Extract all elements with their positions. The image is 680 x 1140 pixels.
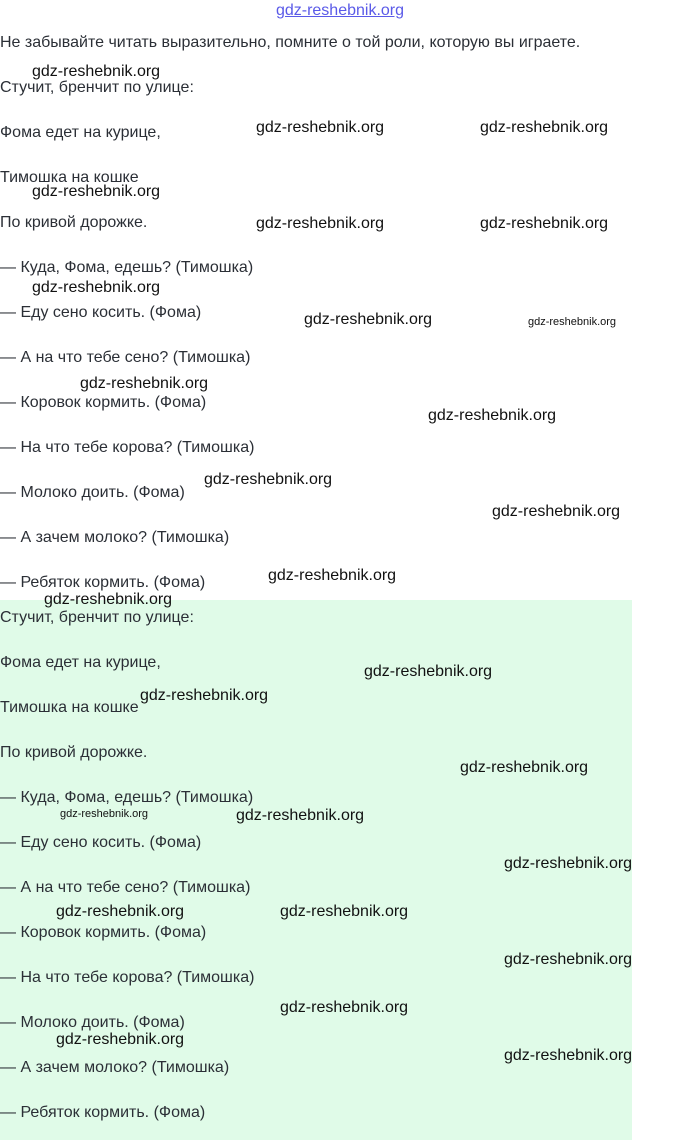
poem-line: — Ребяток кормить. (Фома) <box>0 1104 206 1121</box>
watermark: gdz-reshebnik.org <box>80 375 209 392</box>
poem-line: Фома едет на курице, <box>0 124 161 141</box>
poem-line: Стучит, бренчит по улице: <box>0 609 194 626</box>
watermark: gdz-reshebnik.org <box>256 215 385 232</box>
poem-line: — А на что тебе сено? (Тимошка) <box>0 349 251 366</box>
watermark: gdz-reshebnik.org <box>504 855 633 872</box>
poem-line: По кривой дорожке. <box>0 744 148 761</box>
poem-line: — Еду сено косить. (Фома) <box>0 304 202 321</box>
watermark: gdz-reshebnik.org <box>236 807 365 824</box>
poem-line: — Коровок кормить. (Фома) <box>0 394 207 411</box>
watermark: gdz-reshebnik.org <box>492 503 621 520</box>
watermark: gdz-reshebnik.org <box>504 1047 633 1064</box>
poem-line: — Куда, Фома, едешь? (Тимошка) <box>0 259 254 276</box>
watermark: gdz-reshebnik.org <box>32 63 161 80</box>
watermark: gdz-reshebnik.org <box>304 311 433 328</box>
watermark: gdz-reshebnik.org <box>480 119 609 136</box>
watermark: gdz-reshebnik.org <box>32 279 161 296</box>
watermark: gdz-reshebnik.org <box>44 591 173 608</box>
watermark: gdz-reshebnik.org <box>256 119 385 136</box>
poem-line: Фома едет на курице, <box>0 654 161 671</box>
poem-line: Тимошка на кошке <box>0 169 139 186</box>
poem-line: — Молоко доить. (Фома) <box>0 484 185 501</box>
poem-line: — На что тебе корова? (Тимошка) <box>0 969 255 986</box>
poem-line: — Еду сено косить. (Фома) <box>0 834 202 851</box>
poem-line: По кривой дорожке. <box>0 214 148 231</box>
watermark: gdz-reshebnik.org <box>280 903 409 920</box>
watermark: gdz-reshebnik.org <box>268 567 397 584</box>
poem-line: — Молоко доить. (Фома) <box>0 1014 185 1031</box>
watermark: gdz-reshebnik.org <box>480 215 609 232</box>
poem-line: — Куда, Фома, едешь? (Тимошка) <box>0 789 254 806</box>
watermark: gdz-reshebnik.org <box>428 407 557 424</box>
watermark: gdz-reshebnik.org <box>56 903 185 920</box>
watermark: gdz-reshebnik.org <box>32 183 161 200</box>
watermark: gdz-reshebnik.org <box>280 999 409 1016</box>
watermark: gdz-reshebnik.org <box>204 471 333 488</box>
watermark: gdz-reshebnik.org <box>56 1031 185 1048</box>
watermark: gdz-reshebnik.org <box>140 687 269 704</box>
intro-text: Не забывайте читать выразительно, помните о той роли, которую вы играете. <box>0 34 581 51</box>
poem-line: — На что тебе корова? (Тимошка) <box>0 439 255 456</box>
poem-line: — Коровок кормить. (Фома) <box>0 924 207 941</box>
watermark: gdz-reshebnik.org <box>60 808 149 820</box>
poem-line: Тимошка на кошке <box>0 699 139 716</box>
watermark: gdz-reshebnik.org <box>528 316 617 328</box>
poem-line: — А зачем молоко? (Тимошка) <box>0 1059 230 1076</box>
poem-line: — А на что тебе сено? (Тимошка) <box>0 879 251 896</box>
site-header-link[interactable]: gdz-reshebnik.org <box>275 2 405 19</box>
poem-line: — А зачем молоко? (Тимошка) <box>0 529 230 546</box>
poem-line: — Ребяток кормить. (Фома) <box>0 574 206 591</box>
watermark: gdz-reshebnik.org <box>460 759 589 776</box>
poem-line: Стучит, бренчит по улице: <box>0 79 194 96</box>
watermark: gdz-reshebnik.org <box>504 951 633 968</box>
watermark: gdz-reshebnik.org <box>364 663 493 680</box>
